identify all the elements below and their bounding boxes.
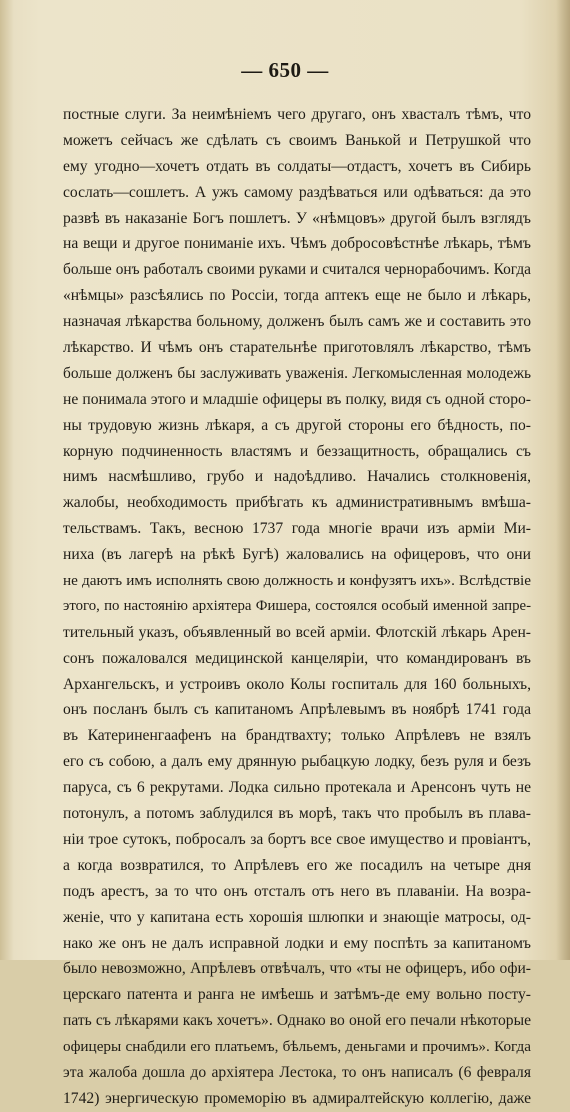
text-line: церскаго патента и ранга не имѣешь и затѣмъ-де ему вольно посту-: [63, 986, 531, 1004]
text-line: сонъ пожаловался медицинской канцеляріи, что командированъ въ: [63, 649, 531, 667]
text-line: въ Катериненгаафенъ на брандтвахту; только Апрѣлевъ не взялъ: [63, 727, 531, 745]
text-line: не понимала этого и младшіе офицеры въ полку, видя съ одной сторо-: [63, 390, 531, 408]
text-line: ніи трое сутокъ, побросалъ за бортъ все свое имущество и провіантъ,: [63, 830, 531, 848]
text-line: пать съ лѣкарями какъ хочетъ». Однако во оной его печали нѣкоторые: [63, 1012, 531, 1030]
text-line: Архангельскъ, и устроивъ около Колы госпиталь для 160 больныхъ,: [63, 675, 531, 693]
text-line: тельствамъ. Такъ, весною 1737 года многіе врачи изъ арміи Ми-: [63, 520, 531, 538]
text-line: эта жалоба дошла до архіятера Лестока, то онъ написалъ (6 февраля: [63, 1063, 531, 1081]
text-line: корную подчиненность властямъ и беззащитность, обращались съ: [63, 442, 531, 460]
text-line: ниха (въ лагерѣ на рѣкѣ Бугѣ) жаловались на офицеровъ, что они: [63, 546, 531, 564]
text-line: потонулъ, а потомъ заблудился въ морѣ, такъ что пробылъ въ плава-: [63, 805, 531, 823]
body-text: [63, 102, 531, 1112]
text-line: лѣкарство. И чѣмъ онъ старательнѣе приготовлялъ лѣкарство, тѣмъ: [63, 339, 531, 357]
text-line: паруса, съ 6 рекрутами. Лодка сильно протекала и Аренсонъ чуть не: [63, 779, 531, 797]
text-line: офицеры снабдили его платьемъ, бѣльемъ, деньгами и прочимъ». Когда: [63, 1038, 531, 1056]
page-gutter-shadow: [556, 0, 570, 960]
page-number: — 650 —: [241, 58, 329, 82]
text-line: женіе, что у капитана есть хорошія шлюпки и знающіе матросы, од-: [63, 908, 531, 926]
text-line: постные слуги. За неимѣніемъ чего другаго, онъ хвасталъ тѣмъ, что: [63, 106, 531, 123]
text-line: тительный указъ, объявленный во всей арміи. Флотскій лѣкарь Арен-: [63, 623, 531, 641]
text-line: ны трудовую жизнь лѣкаря, а съ другой стороны его бѣдность, по-: [63, 416, 531, 434]
text-line: его съ собою, а далъ ему дрянную рыбацкую лодку, безъ руля и безъ: [63, 753, 531, 771]
text-line: на вещи и другое пониманіе ихъ. Чѣмъ добросовѣстнѣе лѣкарь, тѣмъ: [63, 235, 531, 253]
text-line: а когда возвратился, то Апрѣлевъ его же посадилъ на четыре дня: [63, 856, 531, 874]
text-line: этого, по настоянію архіятера Фишера, состоялся особый именной запре-: [63, 597, 531, 614]
text-line: назначая лѣкарства больному, долженъ былъ самъ же и составить это: [63, 313, 531, 331]
text-line: не даютъ имъ исполнять свою должность и конфузятъ ихъ». Вслѣдствіе: [63, 572, 531, 590]
text-line: «нѣмцы» разсѣялись по Россіи, тогда аптекъ еще не было и лѣкарь,: [63, 287, 531, 305]
text-line: сослать—сошлетъ. А ужъ самому раздѣваться или одѣваться: да это: [63, 183, 531, 201]
text-line: можетъ сейчасъ же сдѣлать съ своимъ Ванькой и Петрушкой что: [63, 131, 531, 149]
text-line: 1742) энергическую промеморію въ адмиралтейскую коллегію, даже: [63, 1089, 531, 1107]
text-line: жалобы, необходимость прибѣгать къ административнымъ вмѣша-: [63, 494, 531, 512]
text-line: подъ арестъ, за то что онъ отсталъ отъ него въ плаваніи. На возра-: [63, 882, 531, 900]
text-line: было невозможно, Апрѣлевъ отвѣчалъ, что «ты не офицеръ, ибо офи-: [63, 960, 531, 978]
text-line: онъ посланъ былъ съ капитаномъ Апрѣлевымъ въ ноябрѣ 1741 года: [63, 701, 531, 719]
text-line: нимъ насмѣшливо, грубо и надоѣдливо. Начались столкновенія,: [63, 468, 531, 486]
text-line: ему угодно—хочетъ отдать въ солдаты—отдастъ, хочетъ въ Сибирь: [63, 157, 531, 175]
text-line: развѣ въ наказаніе Богъ пошлетъ. У «нѣмцовъ» другой былъ взглядъ: [63, 209, 531, 227]
text-line: нако же онъ не далъ исправной лодки и ему поспѣть за капитаномъ: [63, 934, 531, 952]
text-line: больше онъ работалъ своими руками и считался чернорабочимъ. Когда: [63, 261, 531, 279]
text-line: больше долженъ бы заслуживать уваженія. Легкомысленная молодежь: [63, 364, 531, 382]
